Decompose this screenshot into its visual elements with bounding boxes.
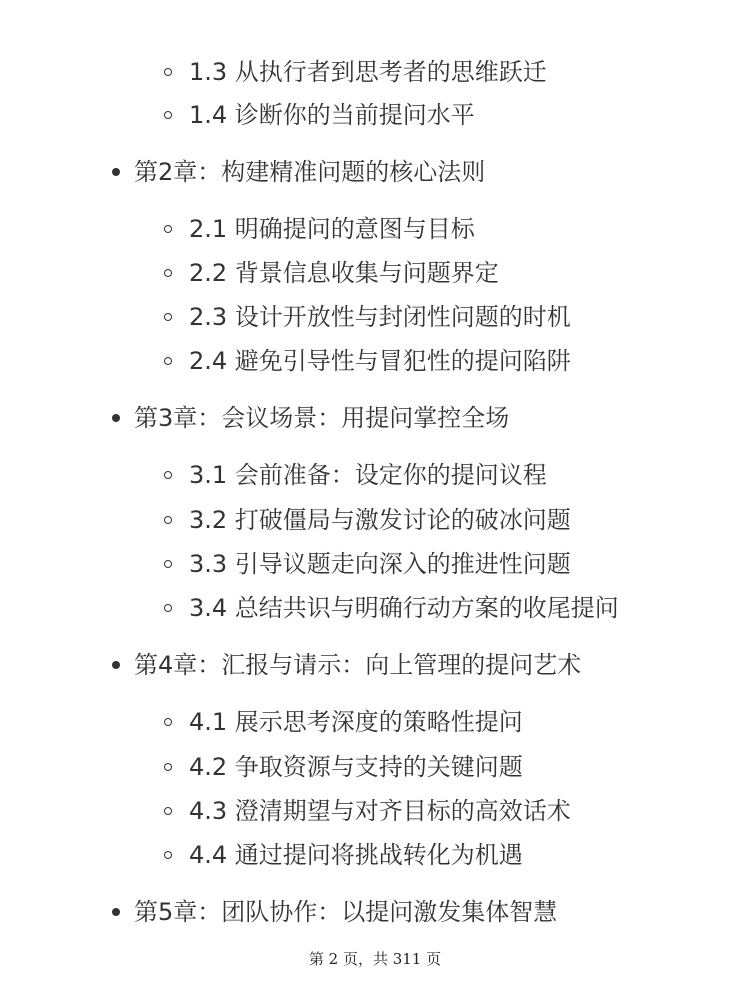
disc-bullet-icon <box>112 661 120 669</box>
circle-bullet-icon <box>164 718 172 726</box>
toc-section-text: 1.3 从执行者到思考者的思维跃迁 <box>189 58 547 86</box>
circle-bullet-icon <box>164 111 172 119</box>
circle-bullet-icon <box>164 851 172 859</box>
toc-section-text: 3.2 打破僵局与激发讨论的破冰问题 <box>189 506 571 534</box>
toc-section-text: 2.4 避免引导性与冒犯性的提问陷阱 <box>189 347 571 375</box>
toc-chapter-text: 第5章：团队协作：以提问激发集体智慧 <box>134 898 558 926</box>
circle-bullet-icon <box>164 225 172 233</box>
page-number-footer: 第 2 页，共 311 页 <box>308 950 442 968</box>
toc-section-text: 3.4 总结共识与明确行动方案的收尾提问 <box>189 594 619 622</box>
disc-bullet-icon <box>112 908 120 916</box>
toc-section-text: 4.4 通过提问将挑战转化为机遇 <box>189 841 523 869</box>
toc-section-text: 3.3 引导议题走向深入的推进性问题 <box>189 550 571 578</box>
toc-chapter-text: 第3章：会议场景：用提问掌控全场 <box>134 404 510 432</box>
circle-bullet-icon <box>164 471 172 479</box>
disc-bullet-icon <box>112 168 120 176</box>
toc-section-text: 2.3 设计开放性与封闭性问题的时机 <box>189 303 571 331</box>
disc-bullet-icon <box>112 414 120 422</box>
toc-section-text: 2.2 背景信息收集与问题界定 <box>189 259 499 287</box>
circle-bullet-icon <box>164 807 172 815</box>
toc-section-text: 2.1 明确提问的意图与目标 <box>189 215 475 243</box>
toc-section-text: 4.2 争取资源与支持的关键问题 <box>189 753 523 781</box>
toc-chapter-text: 第4章：汇报与请示：向上管理的提问艺术 <box>134 651 582 679</box>
toc-section-text: 4.3 澄清期望与对齐目标的高效话术 <box>189 797 571 825</box>
toc-section-text: 4.1 展示思考深度的策略性提问 <box>189 708 523 736</box>
toc-section-text: 3.1 会前准备：设定你的提问议程 <box>189 461 547 489</box>
circle-bullet-icon <box>164 763 172 771</box>
circle-bullet-icon <box>164 604 172 612</box>
circle-bullet-icon <box>164 313 172 321</box>
toc-chapter-text: 第2章：构建精准问题的核心法则 <box>134 158 486 186</box>
circle-bullet-icon <box>164 68 172 76</box>
circle-bullet-icon <box>164 269 172 277</box>
circle-bullet-icon <box>164 357 172 365</box>
circle-bullet-icon <box>164 560 172 568</box>
circle-bullet-icon <box>164 516 172 524</box>
toc-section-text: 1.4 诊断你的当前提问水平 <box>189 101 475 129</box>
